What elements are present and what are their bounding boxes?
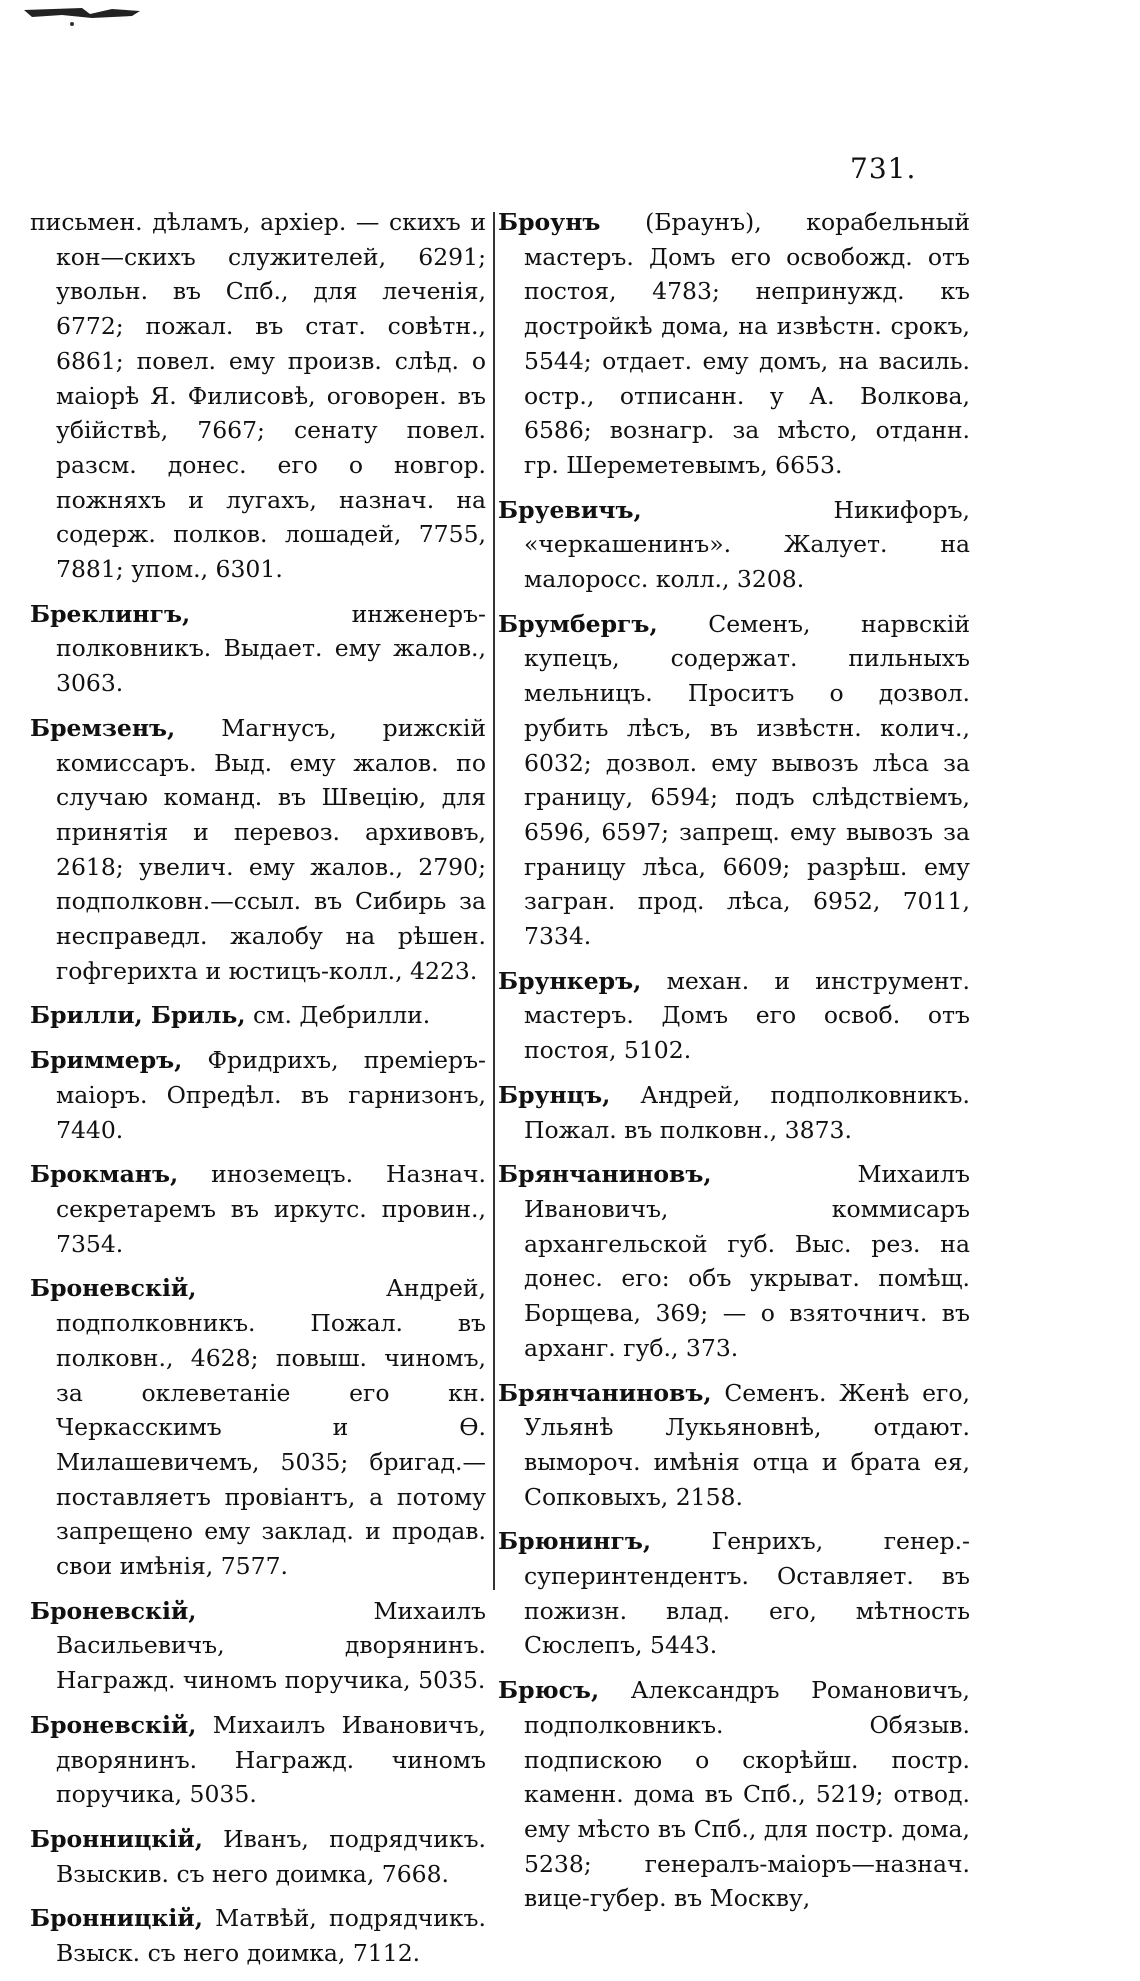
page-number: 731. [850, 152, 917, 185]
entry-headword: Брилли, Бриль, [30, 1001, 246, 1030]
entry-headword: Бреклингъ, [30, 599, 191, 628]
index-entry [30, 711, 486, 989]
entry-text: Андрей, подполковникъ. Пожал. въ полковн., 3873. [524, 1080, 970, 1144]
index-entry [498, 493, 970, 597]
index-entry [498, 205, 970, 483]
entry-headword: Брянчаниновъ, [498, 1160, 712, 1189]
index-entry [30, 1901, 486, 1970]
entry-text: (Браунъ), корабельный мастеръ. Домъ его освобожд. отъ постоя, 4783; непринужд. къ достройкѣ дома, на извѣстн. срокъ, 5544; отдает. ему домъ, на василь. остр., отписанн. у А. Волкова, 6586; вознагр. за мѣсто, отданн. гр. Шереметевымъ, 6653. [524, 208, 970, 479]
print-speck-mark [22, 0, 142, 28]
index-entry [498, 1524, 970, 1663]
index-entry [30, 998, 486, 1033]
entry-text: письмен. дѣламъ, архiер. — скихъ и кон—скихъ служителей, 6291; увольн. въ Спб., для леченiя, 6772; пожал. въ стат. совѣтн., 6861; повел. ему произв. слѣд. о маiорѣ Я. Филисовѣ, оговорен. въ убiйствѣ, 7667; сенату повел. разсм. донес. его о новгор. пожняхъ и лугахъ, назнач. на содерж. полков. лошадей, 7755, 7881; упом., 6301. [30, 208, 486, 584]
index-entry [30, 1594, 486, 1698]
entry-text: Михаилъ Васильевичъ, дворянинъ. Награжд. чиномъ поручика, 5035. [56, 1596, 486, 1695]
entry-headword: Бруевичъ, [498, 495, 642, 524]
entry-text: Фридрихъ, премiеръ-маiоръ. Опредѣл. въ гарнизонъ, 7440. [56, 1046, 486, 1144]
entry-headword: Брокманъ, [30, 1160, 179, 1189]
entry-headword: Броунъ [498, 208, 601, 236]
entry-text: Генрихъ, генер.-суперинтендентъ. Оставляет. въ пожизн. влад. его, мѣтность Сюслепъ, 5443. [524, 1527, 970, 1660]
index-entry [30, 1271, 486, 1583]
index-entry [30, 1708, 486, 1812]
entry-headword: Брянчаниновъ, [498, 1378, 712, 1407]
entry-headword: Броневскiй, [30, 1274, 197, 1303]
entry-headword: Брунцъ, [498, 1080, 611, 1109]
entry-text: Александръ Романовичъ, подполковникъ. Обязыв. подпискою о скорѣйш. постр. каменн. дома въ Спб., 5219; отвод. ему мѣсто въ Спб., для постр. дома, 5238; генералъ-маiоръ—назнач. вице-губер. въ Москву, [524, 1676, 970, 1913]
entry-text: Магнусъ, рижскiй комиссаръ. Выд. ему жалов. по случаю команд. въ Швецiю, для принятiя и перевоз. архивовъ, 2618; увелич. ему жалов., 2790; подполковн.—ссыл. въ Сибирь за несправедл. жалобу на рѣшен. гофгерихта и юстицъ-колл., 4223. [56, 713, 486, 985]
entry-headword: Бриммеръ, [30, 1046, 183, 1075]
entry-text: Андрей, подполковникъ. Пожал. въ полковн., 4628; повыш. чиномъ, за оклеветанiе его кн. Черкасскимъ и Ѳ. Милашевичемъ, 5035; бригад.—поставляетъ провiантъ, а потому запрещено ему заклад. и продав. свои имѣнiя, 7577. [56, 1274, 486, 1581]
entry-headword: Брюсъ, [498, 1676, 600, 1705]
index-entry [30, 597, 486, 701]
entry-headword: Бронницкiй, [30, 1824, 203, 1853]
right-column [498, 205, 970, 1926]
entry-headword: Брюнингъ, [498, 1527, 652, 1556]
entry-text: иноземецъ. Назнач. секретаремъ въ иркутс. провин., 7354. [56, 1160, 486, 1258]
entry-text: инженеръ-полковникъ. Выдает. ему жалов., 3063. [56, 599, 486, 698]
entry-text: механ. и инструмент. мастеръ. Домъ его освоб. отъ постоя, 5102. [524, 966, 970, 1065]
index-entry [498, 1673, 970, 1916]
index-entry [30, 1157, 486, 1261]
index-entry [498, 1157, 970, 1365]
entry-headword: Брумбергъ, [498, 609, 658, 638]
index-entry [498, 607, 970, 954]
index-entry [30, 205, 486, 587]
entry-text: Семенъ. Женѣ его, Ульянѣ Лукьяновнѣ, отдают. вымороч. имѣнiя отца и брата ея, Сопковыхъ, 2158. [524, 1378, 970, 1511]
entry-text: Михаилъ Ивановичъ, коммисаръ архангельской губ. Выс. рез. на донес. его: объ укрыват. помѣщ. Борщева, 369; — о взяточнич. въ арханг. губ., 373. [524, 1160, 970, 1362]
entry-text: Матвѣй, подрядчикъ. Взыск. съ него доимка, 7112. [56, 1904, 486, 1968]
index-entry [498, 964, 970, 1068]
entry-headword: Броневскiй, [30, 1710, 197, 1739]
index-entry [498, 1078, 970, 1147]
index-entry [30, 1043, 486, 1147]
entry-headword: Броневскiй, [30, 1596, 197, 1625]
entry-headword: Бремзенъ, [30, 713, 176, 742]
column-divider [493, 212, 495, 1590]
index-entry [498, 1376, 970, 1515]
entry-text: см. Дебрилли. [253, 1001, 431, 1030]
left-column [30, 205, 486, 1981]
entry-text: Семенъ, нарвскiй купецъ, содержат. пильныхъ мельницъ. Проситъ о дозвол. рубить лѣсъ, въ извѣстн. колич., 6032; дозвол. ему вывозъ лѣса за границу, 6594; подъ слѣдствiемъ, 6596, 6597; запрещ. ему вывозъ за границу лѣса, 6609; разрѣш. ему загран. прод. лѣса, 6952, 7011, 7334. [524, 609, 970, 951]
entry-headword: Брункеръ, [498, 966, 642, 995]
entry-headword: Бронницкiй, [30, 1904, 203, 1933]
index-entry [30, 1822, 486, 1891]
entry-text: Михаилъ Ивановичъ, дворянинъ. Награжд. чиномъ поручика, 5035. [56, 1710, 486, 1809]
entry-text: Иванъ, подрядчикъ. Взыскив. съ него доимка, 7668. [56, 1824, 486, 1888]
entry-text: Никифоръ, «черкашенинъ». Жалует. на малоросс. колл., 3208. [524, 495, 970, 594]
